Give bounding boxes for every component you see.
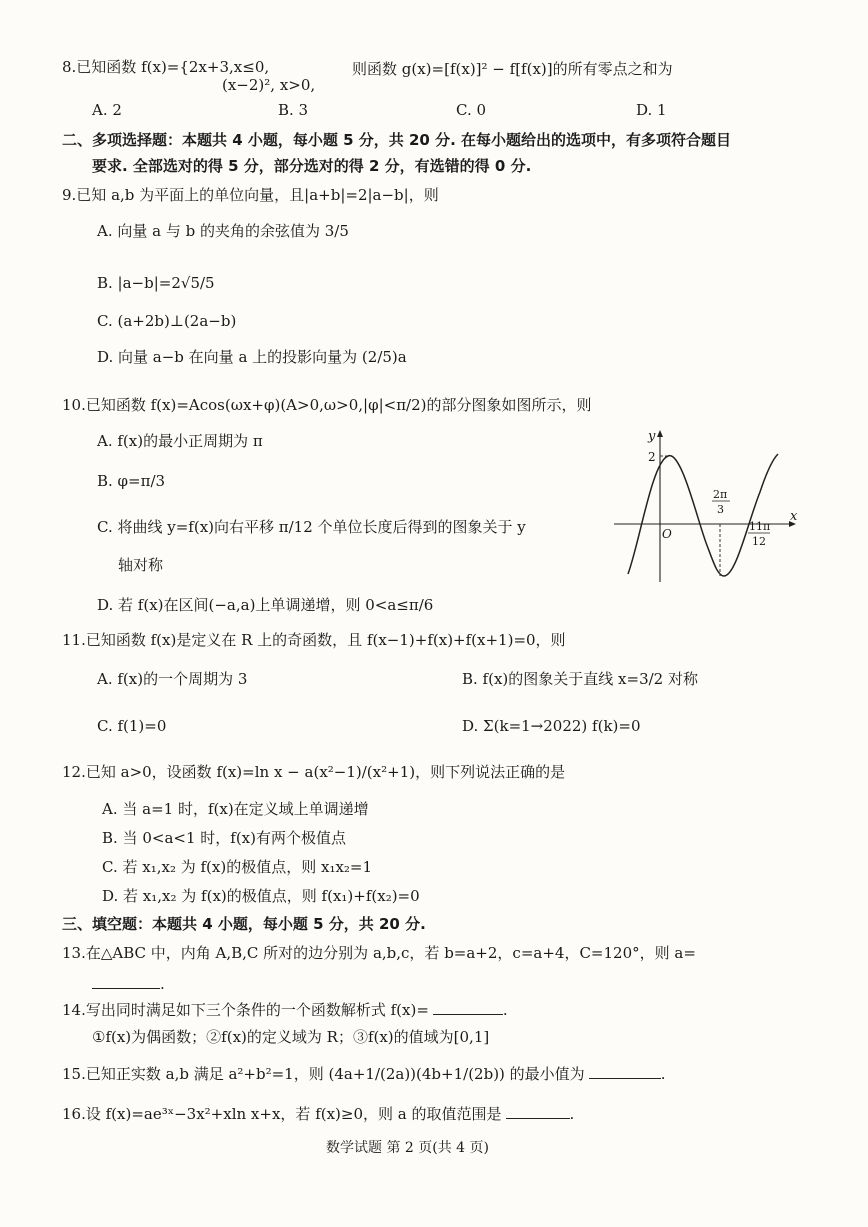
q10-option-c-cont: 轴对称 (118, 556, 164, 574)
q8-option-a: A. 2 (92, 101, 122, 119)
q11-option-b: B. f(x)的图象关于直线 x=3/2 对称 (462, 670, 698, 688)
q10-option-a: A. f(x)的最小正周期为 π (97, 432, 263, 450)
q8-option-d: D. 1 (636, 101, 667, 119)
q8-stem-b: (x−2)², x>0, (222, 76, 316, 94)
q10-option-b: B. φ=π/3 (97, 472, 166, 490)
page-footer: 数学试题 第 2 页(共 4 页) (326, 1140, 489, 1156)
mark2-numerator: 11π (749, 520, 771, 533)
q10-stem: 10.已知函数 f(x)=Acos(ωx+φ)(A>0,ω>0,|φ|<π/2)的部分图象如图所示，则 (62, 396, 592, 414)
q12-option-b: B. 当 0<a<1 时，f(x)有两个极值点 (102, 829, 346, 847)
q11-option-a: A. f(x)的一个周期为 3 (97, 670, 248, 688)
q12-stem: 12.已知 a>0，设函数 f(x)=ln x − a(x²−1)/(x²+1)，则下列说法正确的是 (62, 763, 566, 781)
section2-header-cont: 要求. 全部选对的得 5 分，部分选对的得 2 分，有选错的得 0 分. (92, 157, 532, 175)
q8-stem-a: 8.已知函数 f(x)={2x+3,x≤0, (62, 58, 270, 76)
q10-option-c: C. 将曲线 y=f(x)向右平移 π/12 个单位长度后得到的图象关于 y (97, 518, 526, 536)
x-axis-label: x (790, 509, 798, 524)
y-axis-arrow (657, 430, 663, 437)
q10-function-graph (612, 426, 804, 586)
q14-answer-blank[interactable] (433, 1000, 503, 1015)
q14-conditions: ①f(x)为偶函数；②f(x)的定义域为 R；③f(x)的值域为[0,1] (92, 1028, 490, 1046)
q8-option-c: C. 0 (456, 101, 487, 119)
q11-stem: 11.已知函数 f(x)是定义在 R 上的奇函数，且 f(x−1)+f(x)+f(x+1)=0，则 (62, 631, 566, 649)
section2-header: 二、多项选择题：本题共 4 小题，每小题 5 分，共 20 分. 在每小题给出的选项中，有多项符合题目 (62, 131, 732, 149)
mark1-denominator: 3 (717, 503, 724, 516)
q14-text: 14.写出同时满足如下三个条件的一个函数解析式 f(x)= (62, 1001, 429, 1019)
y-axis-label: y (648, 429, 656, 444)
q13-stem-cont (92, 974, 165, 993)
q15-stem (62, 1064, 665, 1083)
q16-answer-blank[interactable] (506, 1104, 570, 1119)
q16-period: . (569, 1105, 575, 1123)
amplitude-label: 2 (648, 450, 656, 464)
mark2-denominator: 12 (752, 535, 766, 548)
q12-option-c: C. 若 x₁,x₂ 为 f(x)的极值点，则 x₁x₂=1 (102, 858, 373, 876)
q8-option-b: B. 3 (278, 101, 309, 119)
q10-option-d: D. 若 f(x)在区间(−a,a)上单调递增，则 0<a≤π/6 (97, 596, 434, 614)
q15-answer-blank[interactable] (589, 1064, 661, 1079)
q8-stem-c: 则函数 g(x)=[f(x)]² − f[f(x)]的所有零点之和为 (352, 60, 673, 78)
section3-header: 三、填空题：本题共 4 小题，每小题 5 分，共 20 分. (62, 915, 426, 933)
q13-period: . (160, 975, 165, 993)
q14-stem (62, 1000, 508, 1019)
q9-option-a: A. 向量 a 与 b 的夹角的余弦值为 3/5 (97, 222, 349, 240)
q9-option-b: B. |a−b|=2√5/5 (97, 274, 215, 292)
cosine-curve (628, 454, 778, 576)
q16-text: 16.设 f(x)=ae³ˣ−3x²+xln x+x，若 f(x)≥0，则 a 的取值范围是 (62, 1105, 502, 1123)
q9-stem: 9.已知 a,b 为平面上的单位向量，且|a+b|=2|a−b|，则 (62, 186, 439, 204)
q16-stem (62, 1104, 574, 1123)
q13-answer-blank[interactable] (92, 974, 160, 989)
q11-option-c: C. f(1)=0 (97, 717, 167, 735)
q15-text: 15.已知正实数 a,b 满足 a²+b²=1，则 (4a+1/(2a))(4b+1/(2b)) 的最小值为 (62, 1065, 585, 1083)
q13-stem: 13.在△ABC 中，内角 A,B,C 所对的边分别为 a,b,c，若 b=a+2，c=a+4，C=120°，则 a= (62, 944, 696, 962)
q9-option-d: D. 向量 a−b 在向量 a 上的投影向量为 (2/5)a (97, 348, 407, 366)
q12-option-a: A. 当 a=1 时，f(x)在定义域上单调递增 (102, 800, 369, 818)
origin-label: O (662, 527, 672, 541)
q14-period: . (502, 1001, 508, 1019)
mark1-numerator: 2π (713, 488, 728, 501)
q12-option-d: D. 若 x₁,x₂ 为 f(x)的极值点，则 f(x₁)+f(x₂)=0 (102, 887, 420, 905)
q15-period: . (660, 1065, 666, 1083)
q9-option-c: C. (a+2b)⊥(2a−b) (97, 312, 237, 330)
q11-option-d: D. Σ(k=1→2022) f(k)=0 (462, 717, 641, 735)
